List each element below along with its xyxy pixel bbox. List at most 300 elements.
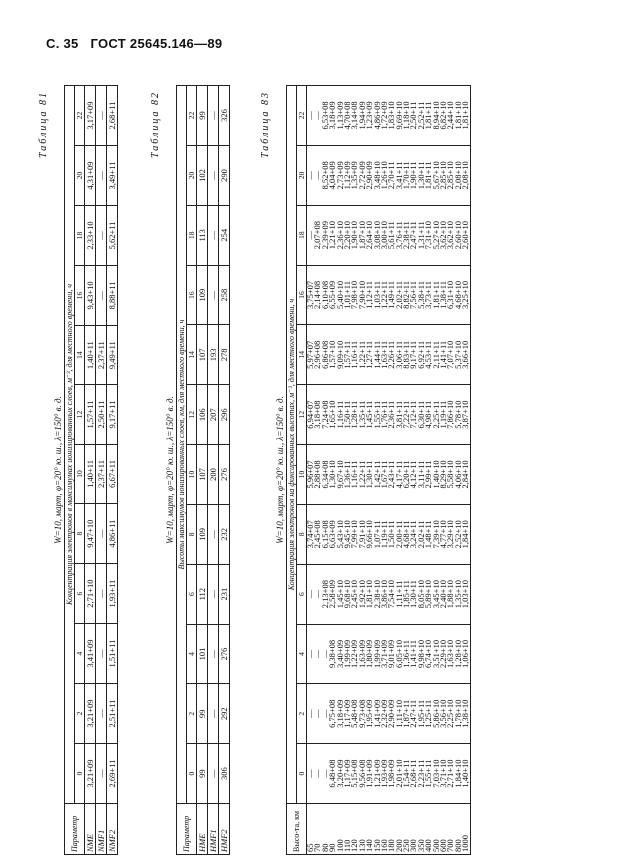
value-cell: 1,40+10 xyxy=(460,759,471,788)
hour-header: 4 xyxy=(187,624,197,684)
hour-header: 4 xyxy=(297,624,307,684)
table-82-name: Таблица 82 xyxy=(150,91,161,158)
value-column xyxy=(307,684,471,744)
value-cell: 1,28+11 xyxy=(349,400,360,429)
value-cell: 107 xyxy=(197,325,208,385)
value-cell: 232 xyxy=(219,504,230,564)
value-cell: 306 xyxy=(219,744,230,804)
value-cell: 1,57+11 xyxy=(341,340,352,369)
value-cell: — xyxy=(319,709,330,719)
table-83-name: Таблица 83 xyxy=(260,91,271,158)
value-cell: 6,10+08 xyxy=(319,280,330,310)
value-cell: 1,17+09 xyxy=(341,699,352,728)
value-cell: 8,52+08 xyxy=(319,161,330,190)
height-value: 200 xyxy=(393,839,404,852)
value-cell: 3,41+11 xyxy=(393,161,404,190)
value-cell: 3,11+11 xyxy=(415,460,426,489)
value-cell: 7,12+11 xyxy=(408,400,419,429)
value-cell: 1,95+11 xyxy=(415,699,426,728)
value-cell: 1,30+11 xyxy=(408,580,419,609)
value-cell: 2,32+09 xyxy=(378,699,389,728)
value-cell: 1,94+09 xyxy=(356,101,367,130)
value-cell: 3,17+09 xyxy=(85,86,96,146)
value-cell: 1,93+09 xyxy=(378,759,389,788)
value-cell: 4,86+11 xyxy=(107,504,118,564)
value-cell: 2,50+11 xyxy=(96,385,107,444)
value-cell: — xyxy=(305,111,315,120)
value-cell: 7,24+08 xyxy=(319,400,330,429)
value-cell: 3,18+09 xyxy=(334,699,345,728)
value-cell: 1,63+11 xyxy=(378,340,389,369)
value-cell: 2,36+10 xyxy=(334,221,345,250)
height-value: 90 xyxy=(327,843,338,852)
value-cell: 1,16+11 xyxy=(349,460,360,489)
height-value: 100 xyxy=(334,839,345,852)
value-cell: 6,53+08 xyxy=(319,101,330,130)
page-header xyxy=(46,36,230,51)
value-cell: 7,56+11 xyxy=(408,281,419,309)
value-cell: 99 xyxy=(197,86,208,146)
value-cell: 5,89+10 xyxy=(423,580,434,609)
value-cell: — xyxy=(208,744,219,804)
hour-header: 18 xyxy=(75,206,85,266)
hour-header: 12 xyxy=(75,385,85,444)
value-cell: 2,25+11 xyxy=(430,400,441,429)
value-cell: 3,49+11 xyxy=(107,146,118,206)
value-cell: 6,55+09 xyxy=(327,280,338,310)
value-cell: 1,38+11 xyxy=(438,281,449,309)
value-cell: — xyxy=(312,709,323,719)
value-cell: 7,22+11 xyxy=(401,400,412,429)
value-cell: 2,60+10 xyxy=(460,221,471,250)
value-cell: 2,38+11 xyxy=(401,221,412,250)
hour-header: 18 xyxy=(297,205,307,265)
value-cell: 106 xyxy=(197,385,208,445)
value-cell: — xyxy=(208,684,219,744)
value-cell: 2,52+10 xyxy=(452,520,463,549)
value-cell: 2,39+09 xyxy=(319,221,330,250)
value-cell: 2,71+10 xyxy=(445,759,456,788)
value-cell: 2,60+10 xyxy=(452,221,463,250)
hour-header: 2 xyxy=(75,684,85,744)
value-cell: 112 xyxy=(197,564,208,624)
value-cell: 1,16+11 xyxy=(334,400,345,429)
value-cell: 2,51+11 xyxy=(107,684,118,744)
hour-header: 20 xyxy=(75,146,85,206)
value-cell: 1,54+11 xyxy=(401,759,412,788)
value-cell: 7,31+10 xyxy=(423,221,434,250)
value-cell: 4,31+09 xyxy=(85,146,96,206)
rotated-content xyxy=(40,85,580,855)
value-cell: 290 xyxy=(219,146,230,206)
value-cell: 2,58+09 xyxy=(327,580,338,609)
value-cell: 6,82+10 xyxy=(438,101,449,130)
value-cell: 7,86+10 xyxy=(445,400,456,429)
value-cell: 3,73+11 xyxy=(423,281,434,309)
value-cell: 9,47+10 xyxy=(85,504,96,564)
value-cell: 1,55+11 xyxy=(371,400,382,429)
value-cell: 5,58+10 xyxy=(445,460,456,489)
value-cell: 1,03+10 xyxy=(460,580,471,609)
value-column xyxy=(307,445,471,505)
table-82-subtitle: W=10, март, φ=20° ю. ш., λ=150° в. д. xyxy=(165,396,175,544)
value-cell: 9,73+08 xyxy=(356,699,367,728)
value-cell: — xyxy=(96,744,107,804)
value-cell: 1,42+11 xyxy=(371,460,382,489)
value-cell: 3,18+09 xyxy=(327,101,338,130)
value-cell: 9,38+08 xyxy=(327,639,338,669)
height-value: 600 xyxy=(438,839,449,852)
value-cell: 2,20+10 xyxy=(341,221,352,250)
value-cell: — xyxy=(96,206,107,266)
value-cell: 1,40+10 xyxy=(430,460,441,489)
value-cell: 1,83+10 xyxy=(386,101,397,130)
value-cell: 3,21+09 xyxy=(85,684,96,744)
table-82-caption: Высоты максимумов ионизированных слоев, км, для местного времени, ч xyxy=(177,86,187,804)
hour-header: 18 xyxy=(187,205,197,265)
value-cell: 9,17+11 xyxy=(107,385,118,444)
value-cell: 2,44+10 xyxy=(445,101,456,130)
table-83-height-header: Высо-та, км xyxy=(287,804,307,855)
hour-header: 10 xyxy=(297,445,307,505)
value-cell: 1,65+10 xyxy=(327,400,338,429)
value-cell: 1,90+11 xyxy=(408,161,419,190)
value-cell: — xyxy=(208,205,219,265)
value-cell: 3,56+10 xyxy=(438,699,449,728)
value-cell: 1,11+10 xyxy=(393,699,404,728)
value-cell: — xyxy=(208,146,219,206)
value-cell: 1,78+10 xyxy=(452,699,463,728)
value-cell: — xyxy=(312,589,323,599)
value-cell: 7,98+10 xyxy=(349,280,360,310)
value-cell: 6,63+09 xyxy=(327,520,338,549)
value-cell: 1,95+09 xyxy=(364,699,375,728)
value-cell: 9,56+08 xyxy=(356,759,367,788)
value-column xyxy=(307,564,471,624)
height-value: 70 xyxy=(312,843,323,852)
value-cell: 1,81+11 xyxy=(423,101,434,130)
value-cell: 1,92+10 xyxy=(356,580,367,609)
value-cell: 1,22+11 xyxy=(378,281,389,309)
value-cell: 1,12+09 xyxy=(341,161,352,190)
value-cell: 2,90+09 xyxy=(386,699,397,728)
value-cell: 3,00+10 xyxy=(378,221,389,250)
hour-header: 8 xyxy=(75,504,85,564)
value-cell: 1,18+10 xyxy=(401,101,412,130)
value-column xyxy=(307,624,471,684)
value-cell: — xyxy=(305,171,315,180)
table-81-block xyxy=(40,85,118,855)
value-cell: 3,48+10 xyxy=(371,161,382,190)
value-cell: 1,25+11 xyxy=(423,699,434,728)
value-cell: 2,99+11 xyxy=(423,460,434,489)
value-cell: 231 xyxy=(219,564,230,624)
value-cell: 2,85+10 xyxy=(445,161,456,190)
value-cell: — xyxy=(96,684,107,744)
value-cell: 2,68+11 xyxy=(107,86,118,146)
hour-header: 2 xyxy=(187,684,197,744)
value-cell: 1,27+11 xyxy=(364,340,375,369)
value-cell: — xyxy=(208,86,219,146)
value-cell: 5,48+08 xyxy=(349,699,360,728)
value-cell: 2,45+08 xyxy=(312,520,323,549)
table-row xyxy=(96,86,107,855)
value-cell: 1,03+11 xyxy=(371,281,382,309)
value-cell: 99 xyxy=(197,684,208,744)
height-value: 700 xyxy=(445,839,456,852)
value-cell: 2,47+11 xyxy=(408,221,419,250)
value-cell: 4,70+08 xyxy=(341,101,352,130)
value-column xyxy=(307,205,471,265)
table-row xyxy=(85,86,96,855)
value-cell: 1,81+11 xyxy=(423,161,434,190)
value-cell: 207 xyxy=(208,385,219,445)
value-cell: 1,91+09 xyxy=(364,759,375,788)
value-cell: 3,21+09 xyxy=(85,744,96,804)
value-cell: 1,17+09 xyxy=(341,759,352,788)
value-cell: 2,38+10 xyxy=(371,580,382,609)
value-cell: — xyxy=(305,769,315,778)
value-cell: 1,49+11 xyxy=(386,281,397,309)
value-cell: 1,35+11 xyxy=(356,400,367,429)
hour-header: 12 xyxy=(297,385,307,445)
hour-header: 0 xyxy=(75,744,85,804)
value-cell: 1,87+10 xyxy=(356,221,367,250)
value-cell: 292 xyxy=(219,684,230,744)
value-cell: 1,11+11 xyxy=(393,580,404,608)
value-column xyxy=(307,325,471,385)
value-cell: 3,66+10 xyxy=(460,340,471,369)
value-cell: 1,81+10 xyxy=(452,101,463,130)
value-cell: — xyxy=(96,504,107,564)
value-cell: 1,55+11 xyxy=(423,759,434,788)
value-cell: 4,06+10 xyxy=(452,460,463,489)
value-cell: 8,83+11 xyxy=(401,340,412,369)
value-cell: 1,19+11 xyxy=(438,400,449,429)
param-cell: HME xyxy=(197,804,208,855)
value-cell: 2,29+10 xyxy=(438,639,449,669)
value-cell: 276 xyxy=(219,624,230,684)
value-cell: 1,16+11 xyxy=(349,340,360,369)
value-cell: 1,41+11 xyxy=(438,340,449,369)
value-cell: 5,86+10 xyxy=(430,699,441,728)
value-cell: — xyxy=(305,230,315,240)
value-cell: 5,40+10 xyxy=(334,280,345,310)
value-cell: 1,84+10 xyxy=(460,520,471,549)
page-number: С. 35 xyxy=(46,36,79,51)
height-value: 110 xyxy=(341,839,352,852)
value-cell: 7,07+10 xyxy=(445,340,456,369)
value-column xyxy=(307,385,471,445)
value-cell: 1,28+10 xyxy=(452,639,463,669)
value-cell: 2,52+11 xyxy=(415,101,426,130)
value-cell: 9,98+10 xyxy=(415,639,426,669)
value-cell: 9,68+10 xyxy=(341,580,352,609)
value-cell: 1,85+11 xyxy=(401,580,412,609)
value-cell: — xyxy=(312,769,323,778)
table-81-param-header: Параметр xyxy=(65,804,85,855)
value-cell: 1,50+11 xyxy=(386,520,397,549)
hour-header: 14 xyxy=(187,325,197,385)
value-cell: 2,64+10 xyxy=(364,221,375,250)
value-cell: 1,81+10 xyxy=(460,101,471,130)
hour-header: 12 xyxy=(187,385,197,445)
hour-header: 6 xyxy=(75,564,85,624)
value-cell: 1,22+11 xyxy=(356,460,367,489)
height-value: 500 xyxy=(430,839,441,852)
value-cell: 6,94+07 xyxy=(305,400,315,429)
value-cell: 3,20+09 xyxy=(334,759,345,788)
value-cell: 1,30+11 xyxy=(364,460,375,489)
value-cell: 2,71+10 xyxy=(85,564,96,624)
table-row xyxy=(208,86,219,855)
value-cell: 102 xyxy=(197,146,208,206)
hour-header: 14 xyxy=(297,325,307,385)
value-cell: 3,25+10 xyxy=(460,280,471,310)
height-value: 400 xyxy=(423,839,434,852)
value-cell: 6,15+08 xyxy=(319,520,330,549)
value-cell: 1,48+11 xyxy=(423,520,434,549)
value-cell: 4,98+11 xyxy=(423,400,434,429)
value-cell: 2,07+08 xyxy=(312,221,323,250)
value-cell: 1,76+11 xyxy=(378,400,389,429)
param-cell: HMF1 xyxy=(208,804,219,855)
value-cell: — xyxy=(312,649,323,659)
value-cell: 4,17+11 xyxy=(393,460,404,489)
value-cell: 200 xyxy=(208,445,219,505)
hour-header: 8 xyxy=(187,504,197,564)
value-cell: 2,01+10 xyxy=(393,759,404,788)
value-cell: 2,33+10 xyxy=(85,206,96,266)
value-cell: 258 xyxy=(219,265,230,325)
value-cell: 7,90+10 xyxy=(356,280,367,310)
value-cell: 99 xyxy=(197,744,208,804)
value-cell: 296 xyxy=(219,385,230,445)
value-cell: 2,45+10 xyxy=(349,580,360,609)
value-cell: 1,22+09 xyxy=(349,639,360,669)
table-81-subtitle: W=10, март, φ=20° ю. ш., λ=150° в. д. xyxy=(53,396,63,544)
value-cell: 5,37+10 xyxy=(452,340,463,369)
table-82 xyxy=(176,85,230,855)
height-value: 350 xyxy=(415,839,426,852)
height-column xyxy=(307,804,471,855)
height-value: 140 xyxy=(364,839,375,852)
table-row xyxy=(219,86,230,855)
table-83-subtitle: W=10, март, φ=20° ю. ш., λ=150° в. д. xyxy=(275,396,285,544)
value-cell: 6,86+08 xyxy=(319,340,330,369)
value-cell: 1,41+11 xyxy=(408,640,419,668)
value-cell: 1,06+10 xyxy=(460,639,471,669)
hour-header: 16 xyxy=(297,265,307,325)
value-cell: 6,31+10 xyxy=(445,280,456,310)
value-cell: 3,74+07 xyxy=(305,520,315,549)
value-cell: 3,71+09 xyxy=(378,639,389,669)
value-cell: — xyxy=(305,649,315,659)
value-cell: 3,62+10 xyxy=(445,221,456,250)
value-cell: 101 xyxy=(197,624,208,684)
value-cell: 6,92+11 xyxy=(415,340,426,369)
hour-header: 2 xyxy=(297,684,307,744)
value-cell: — xyxy=(208,265,219,325)
value-cell: 2,37+11 xyxy=(96,444,107,503)
hour-header: 8 xyxy=(297,504,307,564)
value-column xyxy=(307,86,471,146)
height-value: 300 xyxy=(408,839,419,852)
hour-header: 0 xyxy=(297,744,307,804)
value-cell: 3,86+10 xyxy=(378,580,389,609)
value-cell: 3,41+09 xyxy=(85,624,96,684)
value-cell: — xyxy=(305,709,315,719)
value-cell: 5,97+07 xyxy=(305,340,315,369)
value-cell: 7,54+10 xyxy=(386,580,397,609)
value-cell: — xyxy=(319,649,330,659)
value-cell: 3,76+11 xyxy=(393,221,404,250)
value-cell: 6,48+08 xyxy=(327,759,338,788)
value-cell: 1,88+10 xyxy=(445,580,456,609)
hour-header: 6 xyxy=(297,564,307,624)
value-cell: 1,22+11 xyxy=(356,340,367,369)
hour-header: 16 xyxy=(75,265,85,325)
value-column xyxy=(307,265,471,325)
table-82-block xyxy=(152,85,230,855)
value-cell: 4,86+09 xyxy=(371,101,382,130)
value-cell: 8,88+11 xyxy=(107,265,118,325)
value-cell: 9,66+10 xyxy=(364,520,375,549)
value-cell: — xyxy=(96,564,107,624)
value-column xyxy=(307,504,471,564)
value-cell: 1,40+11 xyxy=(85,325,96,384)
value-cell: 1,31+11 xyxy=(415,221,426,250)
value-cell: 9,45+10 xyxy=(341,520,352,549)
value-column xyxy=(307,744,471,804)
value-cell: 7,03+10 xyxy=(430,759,441,788)
value-cell: 3,62+10 xyxy=(438,221,449,250)
value-cell: 1,07+11 xyxy=(371,520,382,549)
value-cell: 1,84+10 xyxy=(452,759,463,788)
value-cell: — xyxy=(312,111,323,120)
hour-header: 20 xyxy=(297,145,307,205)
hour-header: 10 xyxy=(75,444,85,503)
value-cell: 2,36+11 xyxy=(386,400,397,429)
hour-header: 0 xyxy=(187,744,197,804)
value-cell: 1,93+11 xyxy=(107,564,118,624)
value-cell: 1,99+09 xyxy=(341,639,352,669)
hour-header: 22 xyxy=(297,86,307,146)
table-81-caption: Концентрация электронов в максимумах ионизированных слоев, м⁻³, для местного времени, ч xyxy=(65,86,75,804)
value-cell: 1,45+11 xyxy=(364,400,375,429)
value-cell: 2,08+10 xyxy=(460,161,471,190)
value-cell: 3,87+10 xyxy=(460,400,471,429)
doc-code: ГОСТ 25645.146—89 xyxy=(90,36,223,51)
value-cell: 6,05+10 xyxy=(393,639,404,669)
value-cell: 6,67+11 xyxy=(107,444,118,503)
value-cell: 1,57+10 xyxy=(327,340,338,369)
value-cell: 8,94+10 xyxy=(430,101,441,130)
value-cell: 1,90+10 xyxy=(349,221,360,250)
param-cell: HMF2 xyxy=(219,804,230,855)
hour-header: 10 xyxy=(187,445,197,505)
value-cell: 109 xyxy=(197,265,208,325)
value-cell: 1,44+11 xyxy=(371,340,382,369)
table-83-block xyxy=(262,85,471,855)
hour-header: 14 xyxy=(75,325,85,384)
value-cell: 1,41+09 xyxy=(371,699,382,728)
value-cell: 1,63+10 xyxy=(445,639,456,669)
value-cell: 1,67+11 xyxy=(378,460,389,489)
value-cell: 3,14+08 xyxy=(349,101,360,130)
value-cell: 1,50+11 xyxy=(341,400,352,429)
value-cell: 5,27+10 xyxy=(430,221,441,250)
